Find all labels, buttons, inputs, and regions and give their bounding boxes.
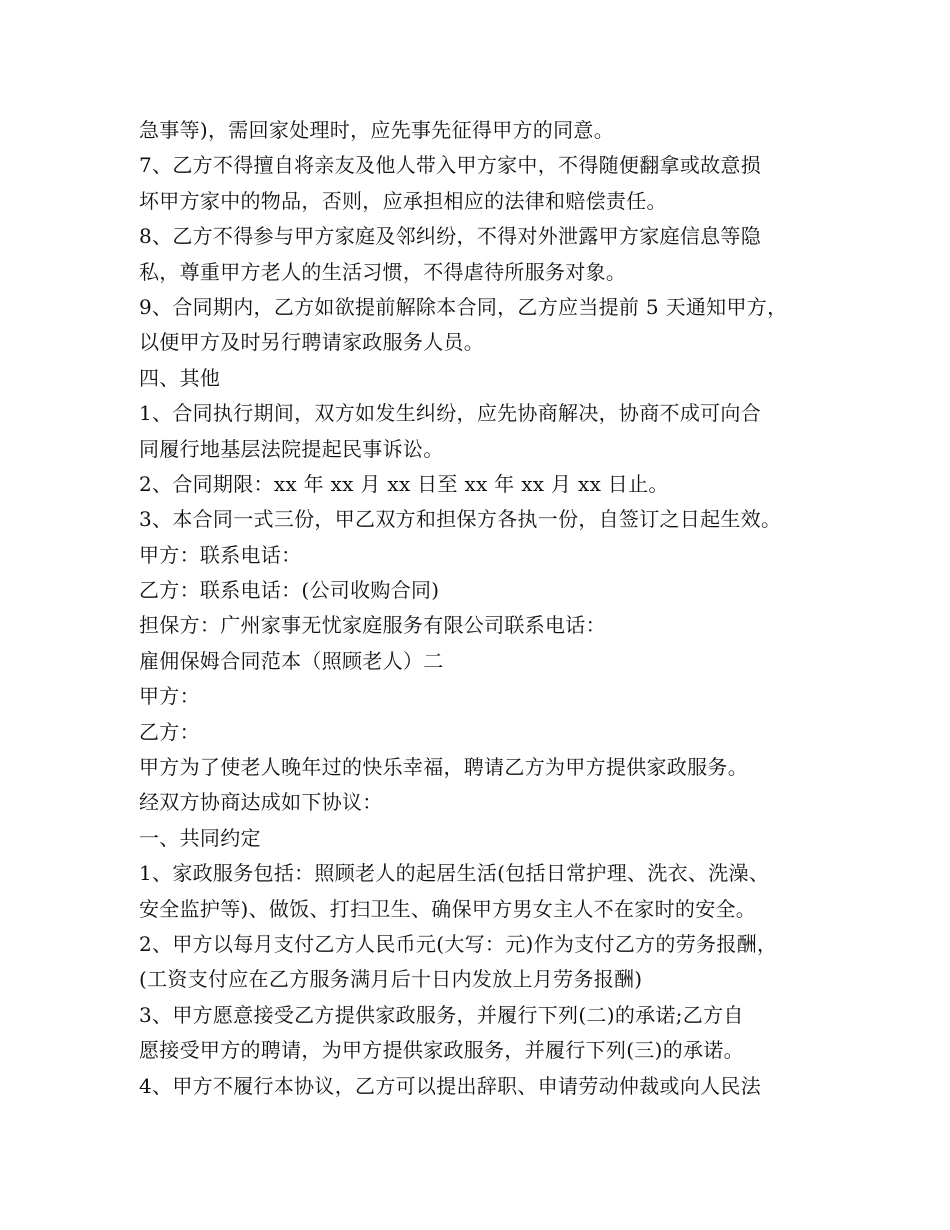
text-line: 3、本合同一式三份，甲乙双方和担保方各执一份，自签订之日起生效。	[139, 507, 782, 532]
section-heading: 一、共同约定	[139, 825, 261, 850]
text-line: 4、甲方不履行本协议，乙方可以提出辞职、申请劳动仲裁或向人民法	[139, 1073, 762, 1098]
signature-line-guarantor: 担保方：广州家事无忧家庭服务有限公司联系电话：	[139, 613, 606, 638]
text-line: 私，尊重甲方老人的生活习惯，不得虐待所服务对象。	[139, 259, 627, 284]
section-heading: 四、其他	[139, 365, 221, 390]
text-line: 坏甲方家中的物品，否则，应承担相应的法律和赔偿责任。	[139, 188, 667, 213]
text-line: 2、合同期限：xx 年 xx 月 xx 日至 xx 年 xx 月 xx 日止。	[139, 471, 669, 496]
party-a-label: 甲方：	[139, 684, 200, 709]
text-line: 9、合同期内，乙方如欲提前解除本合同，乙方应当提前 5 天通知甲方，	[139, 294, 788, 319]
text-line: 同履行地基层法院提起民事诉讼。	[139, 436, 444, 461]
party-b-label: 乙方：	[139, 719, 200, 744]
text-line: 1、合同执行期间，双方如发生纠纷，应先协商解决，协商不成可向合	[139, 401, 762, 426]
text-line: 1、家政服务包括：照顾老人的起居生活(包括日常护理、洗衣、洗澡、	[139, 861, 770, 886]
text-line: 2、甲方以每月支付乙方人民币元(大写：元)作为支付乙方的劳务报酬，	[139, 931, 778, 956]
text-line: 8、乙方不得参与甲方家庭及邻纠纷，不得对外泄露甲方家庭信息等隐	[139, 224, 762, 249]
text-line: 经双方协商达成如下协议：	[139, 790, 383, 815]
document-body	[139, 113, 829, 1104]
text-line: 愿接受甲方的聘请，为甲方提供家政服务，并履行下列(三)的承诺。	[139, 1038, 744, 1063]
text-line: 7、乙方不得擅自将亲友及他人带入甲方家中，不得随便翻拿或故意损	[139, 153, 762, 178]
text-line: 甲方为了使老人晚年过的快乐幸福，聘请乙方为甲方提供家政服务。	[139, 755, 748, 780]
document-title: 雇佣保姆合同范本（照顾老人）二	[139, 648, 444, 673]
signature-line-party-b: 乙方：联系电话：(公司收购合同)	[139, 578, 440, 603]
text-line: 安全监护等)、做饭、打扫卫生、确保甲方男女主人不在家时的安全。	[139, 896, 757, 921]
text-line: 3、甲方愿意接受乙方提供家政服务，并履行下列(二)的承诺;乙方自	[139, 1002, 744, 1027]
text-line: 以便甲方及时另行聘请家政服务人员。	[139, 330, 485, 355]
text-line: (工资支付应在乙方服务满月后十日内发放上月劳务报酬)	[139, 967, 643, 992]
signature-line-party-a: 甲方：联系电话：	[139, 542, 302, 567]
text-line: 急事等)，需回家处理时，应先事先征得甲方的同意。	[139, 118, 615, 142]
